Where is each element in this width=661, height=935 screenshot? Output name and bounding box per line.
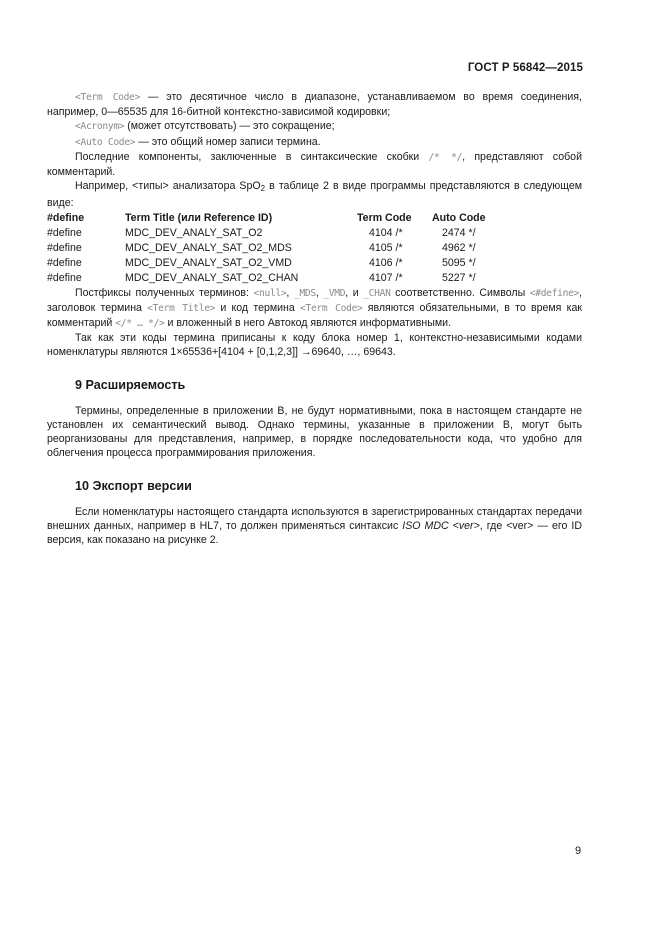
table-cell: MDC_DEV_ANALY_SAT_O2_MDS: [125, 242, 292, 255]
paragraph-text: — это десятичное число в диапазоне, устанавливаемом во время соединения, например, 0—65535 для 16-битной контекстно-зависимой кодировки;: [47, 91, 582, 119]
text-fragment: ,: [286, 286, 294, 299]
table-cell: #define: [47, 272, 82, 285]
paragraph-codes: Так как эти коды термина приписаны к коду блока номер 1, контекстно-независимыми кодами номенклатуры являются 1×65536+[4104 + [0,1,2,3]] →69640, …, 69643.: [47, 332, 582, 359]
table-cell: #define: [47, 227, 82, 240]
paragraph-example: [47, 179, 582, 210]
section-heading: 10 Экспорт версии: [75, 478, 192, 493]
table-cell: 4962 */: [442, 242, 476, 255]
table-cell: 5095 */: [442, 257, 476, 270]
section-heading: 9 Расширяемость: [75, 377, 186, 392]
column-header: Term Title (или Reference ID): [125, 212, 273, 225]
paragraph-postfixes: [47, 286, 582, 332]
table-cell: MDC_DEV_ANALY_SAT_O2_VMD: [125, 257, 292, 270]
paragraph-term-code: [47, 90, 582, 119]
table-row: [47, 226, 499, 241]
code-chan: _CHAN: [363, 287, 391, 299]
table-cell: 4106 /*: [369, 257, 403, 270]
table-cell: MDC_DEV_ANALY_SAT_O2_CHAN: [125, 272, 299, 285]
text-fragment: , представляют собой комментарий.: [47, 150, 582, 179]
section-paragraph: Термины, определенные в приложении В, не будут нормативными, пока в настоящем стандарте не установлен их семантический вывод. Однако термины, указанные в приложении В, могут быть реорганизованы для представления, например, в порядке последовательности кода, что удобно для облегчения процесса программирования приложения.: [47, 404, 582, 460]
table-cell: #define: [47, 257, 82, 270]
text-fragment: Постфиксы полученных терминов:: [75, 286, 254, 299]
table-cell: MDC_DEV_ANALY_SAT_O2: [125, 227, 263, 240]
column-header: Term Code: [357, 212, 412, 225]
paragraph-comments: [47, 150, 582, 179]
table-header-row: [47, 211, 499, 226]
text-fragment: и код термина: [215, 301, 301, 314]
table-cell: #define: [47, 242, 82, 255]
code-comment: </* … */>: [115, 318, 165, 330]
text-fragment: являются обязательными, в то время как комментарий: [47, 301, 582, 330]
code-auto-code: <Auto Code>: [75, 136, 136, 148]
text-fragment: Например, <типы> анализатора SpO: [75, 180, 261, 193]
text-fragment: Если номенклатуры настоящего стандарта используются в зарегистрированных стандартах передачи внешних данных, например в HL7, то должен применяться синтаксис: [47, 505, 582, 533]
table-row: [47, 256, 499, 271]
code-term-code: <Term Code>: [300, 302, 363, 314]
text-fragment: , заголовок термина: [47, 286, 582, 314]
section-paragraph: [47, 505, 582, 548]
table-cell: 4104 /*: [369, 227, 403, 240]
table-cell: 2474 */: [442, 227, 476, 240]
paragraph-auto-code: [47, 135, 582, 150]
table-cell: 4105 /*: [369, 242, 403, 255]
standard-header: ГОСТ Р 56842—2015: [467, 62, 583, 74]
text-fragment: в таблице 2 в виде программы представляются в следующем виде:: [47, 180, 582, 210]
code-term-title: <Term Title>: [147, 302, 216, 314]
text-fragment: , и: [345, 286, 364, 299]
code-define: <#define>: [529, 287, 580, 299]
code-comment-brackets: /* */: [428, 151, 463, 163]
paragraph-text: (может отсутствовать) — это сокращение;: [124, 120, 335, 133]
code-acronym: <Acronym>: [75, 121, 125, 133]
subscript: 2: [260, 184, 266, 194]
table-cell: 5227 */: [442, 272, 476, 285]
code-null: <null>: [253, 287, 287, 299]
text-fragment: и вложенный в него Автокод являются информативными.: [164, 317, 452, 330]
italic-syntax: ISO MDC <ver>: [402, 520, 480, 533]
paragraph-acronym: [47, 119, 582, 134]
column-header: #define: [47, 212, 85, 225]
code-term-code: <Term Code>: [75, 92, 141, 103]
text-fragment: соответственно. Символы: [390, 286, 530, 299]
table-row: [47, 241, 499, 256]
table-row: [47, 271, 499, 286]
table-cell: 4107 /*: [369, 272, 403, 285]
text-fragment: , где <ver> — его ID версия, как показано на рисунке 2.: [47, 520, 582, 547]
text-fragment: Последние компоненты, заключенные в синтаксические скобки: [75, 150, 429, 163]
define-table: [47, 211, 499, 286]
page-number: 9: [575, 845, 582, 857]
column-header: Auto Code: [432, 212, 486, 225]
paragraph-text: — это общий номер записи термина.: [135, 135, 321, 148]
page-body: [47, 90, 582, 547]
code-vmd: _VMD: [323, 287, 346, 299]
code-mds: _MDS: [293, 287, 316, 299]
text-fragment: ,: [315, 286, 324, 299]
